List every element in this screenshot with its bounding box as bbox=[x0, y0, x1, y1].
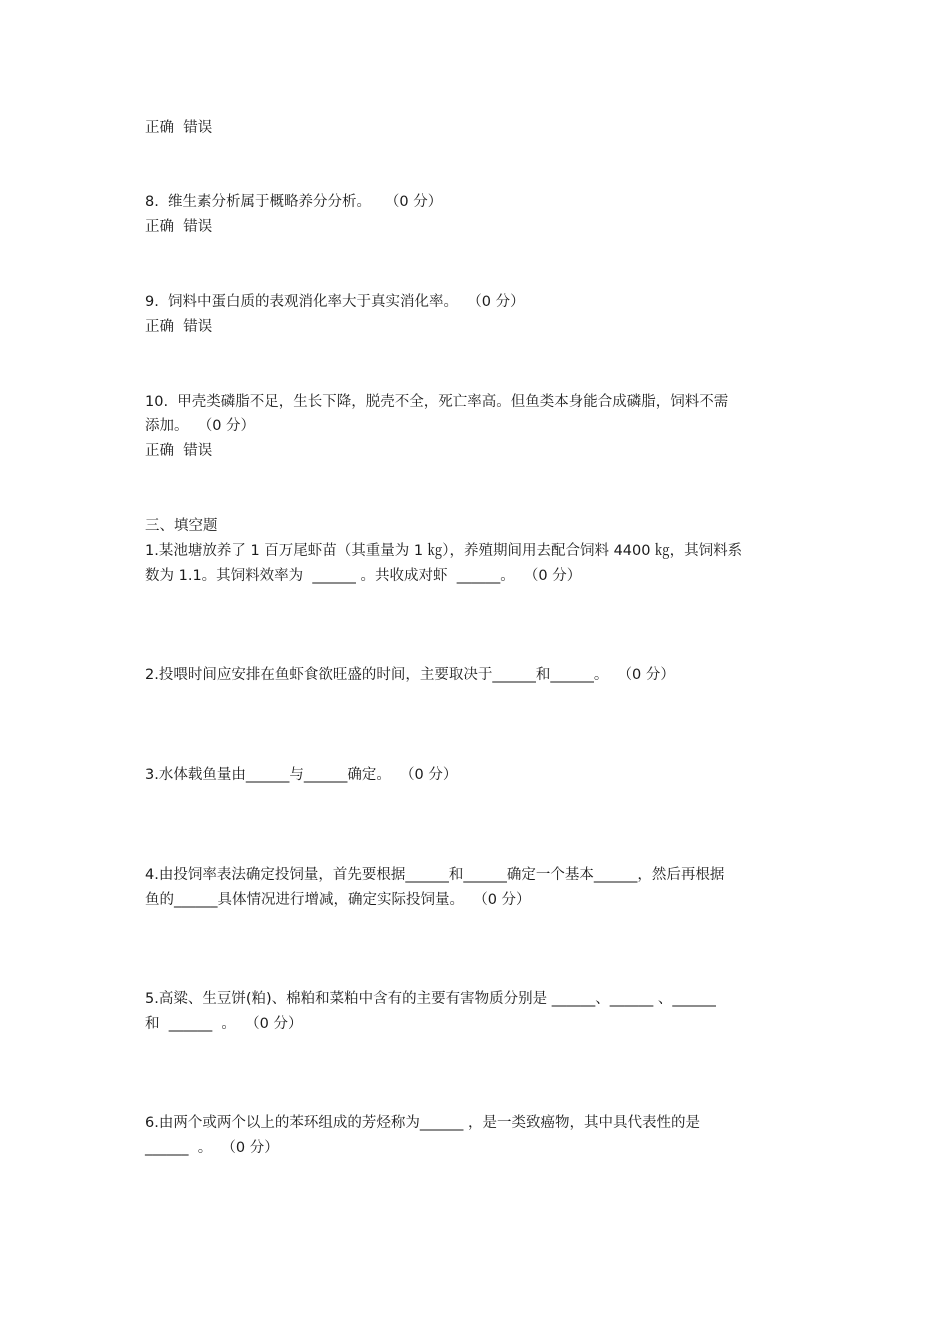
section-heading: 三、填空题 bbox=[145, 518, 218, 534]
question-10-line1: 10. 甲壳类磷脂不足，生长下降，脱壳不全，死亡率高。但鱼类本身能合成磷脂，饲料不需 bbox=[145, 394, 729, 410]
fill-6-line2: ______ 。 （0 分） bbox=[145, 1140, 279, 1156]
fill-6-line1: 6.由两个或两个以上的苯环组成的芳烃称为______ ，是一类致癌物，其中具代表性的是 bbox=[145, 1115, 700, 1131]
question-8-options: 正确 错误 bbox=[145, 219, 213, 235]
fill-4-line2: 鱼的______具体情况进行增减，确定实际投饲量。 （0 分） bbox=[145, 892, 531, 908]
question-9-options: 正确 错误 bbox=[145, 319, 213, 335]
fill-1-line2: 数为 1.1。其饲料效率为 ______ 。共收成对虾 ______。 （0 分） bbox=[145, 568, 582, 584]
question-10-line2: 添加。 （0 分） bbox=[145, 418, 256, 434]
fill-3: 3.水体载鱼量由______与______确定。 （0 分） bbox=[145, 767, 458, 783]
fill-5-line2: 和 ______ 。 （0 分） bbox=[145, 1016, 303, 1032]
fill-5-line1: 5.高粱、生豆饼(粕)、棉粕和菜粕中含有的主要有害物质分别是 ______、______ 、______ bbox=[145, 991, 716, 1007]
question-9: 9. 饲料中蛋白质的表观消化率大于真实消化率。 （0 分） bbox=[145, 294, 525, 310]
fill-1-line1: 1.某池塘放养了 1 百万尾虾苗（其重量为 1 ㎏），养殖期间用去配合饲料 4400 ㎏，其饲料系 bbox=[145, 543, 743, 559]
fill-2: 2.投喂时间应安排在鱼虾食欲旺盛的时间，主要取决于______和______。 （0 分） bbox=[145, 667, 675, 683]
fill-4-line1: 4.由投饲率表法确定投饲量，首先要根据______和______确定一个基本______，然后再根据 bbox=[145, 867, 725, 883]
question-8: 8. 维生素分析属于概略养分分析。 （0 分） bbox=[145, 194, 443, 210]
question-10-options: 正确 错误 bbox=[145, 443, 213, 459]
tf-options: 正确 错误 bbox=[145, 120, 213, 136]
